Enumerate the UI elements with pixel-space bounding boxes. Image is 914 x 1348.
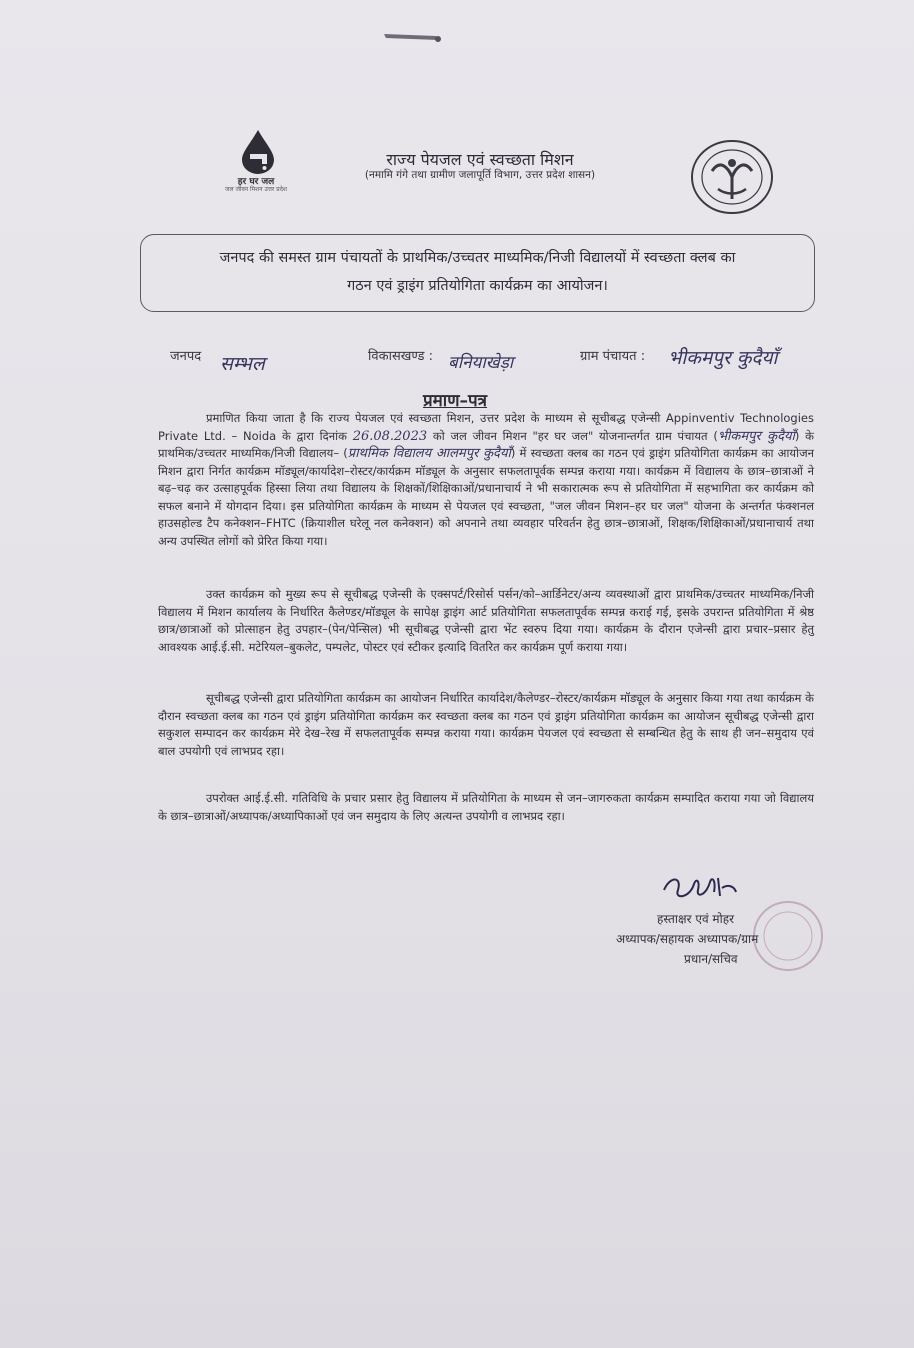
block-label: विकासखण्ड : [368,349,434,364]
panchayat-label: ग्राम पंचायत : [580,349,646,364]
banner-line-1: जनपद की समस्त ग्राम पंचायतों के प्राथमिक/उच्चतर माध्यमिक/निजी विद्यालयों में स्वच्छता क्लब का [219,250,736,266]
paragraph-4 [158,790,814,825]
stamp-mark [748,896,828,976]
p4-text: उपरोक्त आई.ई.सी. गतिविधि के प्रचार प्रसार हेतु विद्यालय में प्रतियोगिता के माध्यम से जन–जागरुकता कार्यक्रम सम्पादित कराया गया जो विद्यालय के छात्र–छात्राओं/अध्यापक/अध्यापिकाओं एवं जन समुदाय के लिए अत्यन्त उपयोगी व लाभप्रद रहा। [158,791,814,823]
program-banner [140,234,815,312]
org-title: राज्य पेयजल एवं स्वच्छता मिशन [386,150,574,169]
p1-text-a: प्रमाणित किया जाता है कि राज्य पेयजल एवं स्वच्छता मिशन, उत्तर प्रदेश के माध्यम से सूचीबद्ध एजेन्सी Appinventiv Technologies Private Ltd. – Noida के द्वारा दिनांक [158,411,814,443]
p1-text-d: में स्वच्छता क्लब का गठन एवं ड्राइंग प्रतियोगिता कार्यक्रम का आयोजन मिशन द्वारा निर्गत कार्यक्रम मॉड्यूल/कार्यादेश–रोस्टर/कार्यक्रम मॉड्यूल के अनुसार सफलतापूर्वक सम्पन्न कराया गया। कार्यक्रम में विद्यालय के छात्र–छात्राओं ने बढ़–चढ़ कर उत्साहपूर्वक हिस्सा लिया तथा विद्यालय के शिक्षकों/शिक्षिकाओं/प्रधानाचार्य ने भी सकारात्मक रूप से प्रतियोगिता में सहभागिता कर कार्यक्रम को सफल बनाने में योगदान दिया। इस प्रतियोगिता कार्यक्रम के माध्यम से पेयजल एवं स्वच्छता, "जल जीवन मिशन–हर घर जल" योजना के अन्तर्गत फंक्शनल हाउसहोल्ड टैप कनेक्शन–FHTC (क्रियाशील घरेलू नल कनेक्शन) को अपनाने तथा व्यवहार परिवर्तन हेतु छात्र–छात्राओं, शिक्षक/शिक्षिकाओं/प्रधानाचार्य तथा अन्य उपस्थित लोगों को प्रेरित किया गया। [158,446,815,548]
paragraph-2 [158,586,814,656]
paragraph-1: प्रमाणित किया जाता है कि राज्य पेयजल एवं स्वच्छता मिशन, उत्तर प्रदेश के माध्यम से सूचीबद्ध एजेन्सी Appinventiv Technologies Private Ltd. – Noida के द्वारा दिनांक 26.08.2023 को जल जीवन मिशन "हर घर जल" योजनान्तर्गत ग्राम पंचायत (भीकमपुर कुदैयाँ) के प्राथमिक/उच्चतर माध्यमिक/निजी विद्यालय– (प्राथमिक विद्यालय आलमपुर कुदैयाँ) में स्वच्छता क्लब का गठन एवं ड्राइंग प्रतियोगिता कार्यक्रम का आयोजन मिशन द्वारा निर्गत कार्यक्रम मॉड्यूल/कार्यादेश–रोस्टर/कार्यक्रम मॉड्यूल के अनुसार सफलतापूर्वक सम्पन्न कराया गया। कार्यक्रम में विद्यालय के छात्र–छात्राओं ने बढ़–चढ़ कर उत्साहपूर्वक हिस्सा लिया तथा विद्यालय के शिक्षकों/शिक्षिकाओं/प्रधानाचार्य ने भी सकारात्मक रूप से प्रतियोगिता में सहभागिता कर कार्यक्रम को सफल बनाने में योगदान दिया। इस प्रतियोगिता कार्यक्रम के माध्यम से पेयजल एवं स्वच्छता, "जल जीवन मिशन–हर घर जल" योजना के अन्तर्गत फंक्शनल हाउसहोल्ड टैप कनेक्शन–FHTC (क्रियाशील घरेलू नल कनेक्शन) को अपनाने तथा व्यवहार परिवर्तन हेतु छात्र–छात्राओं, शिक्षक/शिक्षिकाओं/प्रधानाचार्य तथा अन्य उपस्थित लोगों को प्रेरित किया गया। [158,411,815,548]
signatory-designation-2: प्रधान/सचिव [684,952,738,966]
certificate-title: प्रमाण–पत्र [422,391,488,411]
signature-label: हस्ताक्षर एवं मोहर [657,912,735,926]
school-handwritten: प्राथमिक विद्यालय आलमपुर कुदैयाँ [347,446,511,461]
p2-text: उक्त कार्यक्रम को मुख्य रूप से सूचीबद्ध एजेन्सी के एक्सपर्ट/रिसोर्स पर्सन/को–आर्डिनेटर/अन्य व्यवस्थाओं द्वारा प्राथमिक/उच्चतर माध्यमिक/निजी विद्यालय में मिशन कार्यालय के निर्धारित कैलेण्डर/मॉड्यूल के सापेक्ष ड्राइंग आर्ट प्रतियोगिता सफलतापूर्वक सम्पन्न कराई गई, इसके उपरान्त प्रतियोगिता में श्रेष्ठ छात्र/छात्राओं को प्रोत्साहन हेतु उपहार–(पेन/पेन्सिल) भी सूचीबद्ध एजेन्सी द्वारा भेंट स्वरुप दिया गया। कार्यक्रम के दौरान एजेन्सी द्वारा प्रचार–प्रसार हेतु आवश्यक आई.ई.सी. मटेरियल–बुकलेट, पम्पलेट, पोस्टर एवं स्टीकर इत्यादि वितरित कर कार्यक्रम पूर्ण कराया गया। [158,587,814,654]
staple-mark [380,30,444,44]
org-subtitle: (नमामि गंगे तथा ग्रामीण जलापूर्ति विभाग, उत्तर प्रदेश शासन) [364,169,596,181]
banner-line-2: गठन एवं ड्राइंग प्रतियोगिता कार्यक्रम का आयोजन। [347,278,608,294]
signature-scribble [660,870,740,904]
district-label: जनपद [170,349,202,364]
logo-text: हर घर जल [237,177,275,187]
logo-subtext: जल जीवन मिशन उत्तर प्रदेश [225,186,287,193]
block-value: बनियाखेड़ा [448,353,514,373]
har-ghar-jal-logo [216,128,294,208]
up-government-seal [688,137,776,217]
gp-handwritten: भीकमपुर कुदैयाँ [717,428,795,444]
panchayat-value: भीकमपुर कुदैयाँ [668,347,778,369]
p1-text-c: के प्राथमिक/उच्चतर माध्यमिक/निजी विद्यालय– [158,428,814,460]
water-drop-icon [238,128,278,176]
p1-text-b: को जल जीवन मिशन "हर घर जल" योजनान्तर्गत ग्राम पंचायत [432,428,708,443]
signatory-designation: अध्यापक/सहायक अध्यापक/ग्राम [616,932,759,946]
paragraph-3 [158,690,814,760]
p3-text: सूचीबद्ध एजेन्सी द्वारा प्रतियोगिता कार्यक्रम का आयोजन निर्धारित कार्यादेश/कैलेण्डर–रोस्टर/कार्यक्रम मॉड्यूल के अनुसार किया गया तथा कार्यक्रम के दौरान स्वच्छता क्लब का गठन एवं ड्राइंग प्रतियोगिता कार्यक्रम कर स्वच्छता क्लब का गठन एवं ड्राइंग प्रतियोगिता कार्यक्रम का आयोजन सूचीबद्ध एजेन्सी द्वारा सकुशल सम्पादन कर कार्यक्रम मेरे देख–रेख में सफलतापूर्वक सम्पन्न कराया गया। कार्यक्रम पेयजल एवं स्वच्छता से सम्बन्धित हेतु के साथ ही जन–समुदाय एवं बाल उपयोगी एवं लाभप्रद रहा। [158,691,814,758]
date-handwritten: 26.08.2023 [352,428,428,444]
district-value: सम्भल [220,353,265,375]
